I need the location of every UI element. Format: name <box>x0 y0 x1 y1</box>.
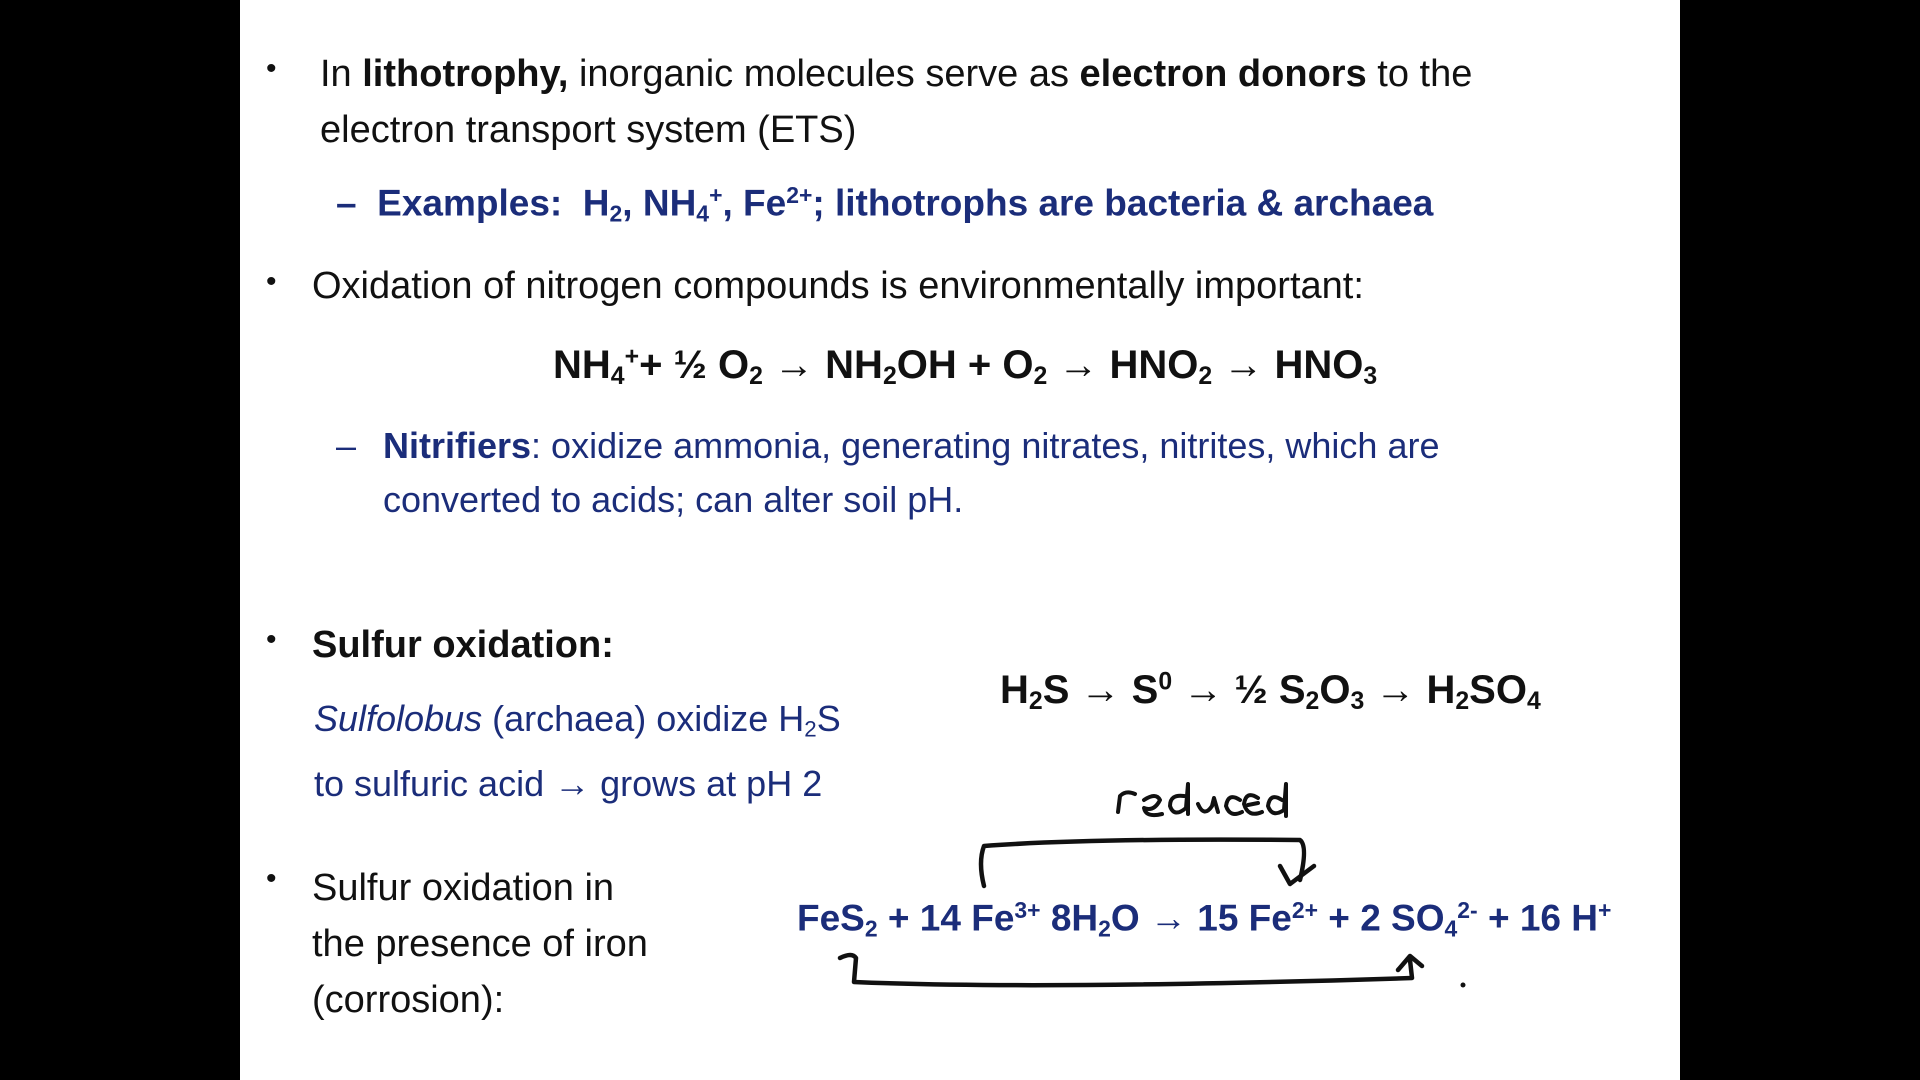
arrow-icon: → <box>1183 668 1224 712</box>
sulfolobus-text: Sulfolobus (archaea) oxidize $H_2S$ to sulfuric acid → grows at pH 2 <box>314 698 841 804</box>
arrow-icon: → <box>1058 343 1099 387</box>
arrow-icon: → <box>554 762 591 804</box>
arrow-icon: → <box>1375 668 1416 712</box>
bullet-dot: • <box>266 862 277 895</box>
nitrogen-equation: $NH_4^++$ ½ $O_2 \to NH_2OH + O_2 \to HNO_2 \to HNO_3$ <box>553 343 1378 391</box>
nitrogen-bullet-text: Oxidation of nitrogen compounds is environmentally important: <box>312 265 1364 307</box>
nitrifiers-dash: – <box>336 425 357 466</box>
iron-equation: FeS$_2$ + 14 $Fe^{3+}$ $8H_2O \to 15$ $Fe^{2+} + 2$ $SO_4^{2-} + 16$ H+ <box>797 897 1612 942</box>
handwriting-reduced <box>1118 784 1286 816</box>
arrow-icon: → <box>1149 897 1187 939</box>
nitrifiers-text: Nitrifiers: oxidize ammonia, generating nitrates, nitrites, which are converted to acids; can alter soil pH. <box>383 425 1440 520</box>
arrow-icon: → <box>774 343 815 387</box>
sulfur-equation: $H_2S \to S^0$ → ½ $S_2O_3 \to H_2SO_4$ <box>1000 668 1541 716</box>
arrow-icon: → <box>1223 343 1264 387</box>
examples-line: – Examples: $H_2$, $NH_4^+$, $Fe^{2+}$; lithotrophs are bacteria & archaea <box>336 182 1434 227</box>
bullet-dot: • <box>266 52 277 85</box>
arrow-icon: → <box>1080 668 1121 712</box>
handwritten-annotation <box>240 0 1680 1080</box>
lithotrophy-paragraph: In lithotrophy, inorganic molecules serve as electron donors to the electron transport system (ETS) <box>320 53 1473 151</box>
bullet-dot: • <box>266 623 277 656</box>
bullet-dot: • <box>266 265 277 298</box>
sulfur-oxidation-title: Sulfur oxidation: <box>312 624 614 666</box>
iron-bullet-text: Sulfur oxidation in the presence of iron (corrosion): <box>312 867 648 1021</box>
slide <box>240 0 1680 1080</box>
